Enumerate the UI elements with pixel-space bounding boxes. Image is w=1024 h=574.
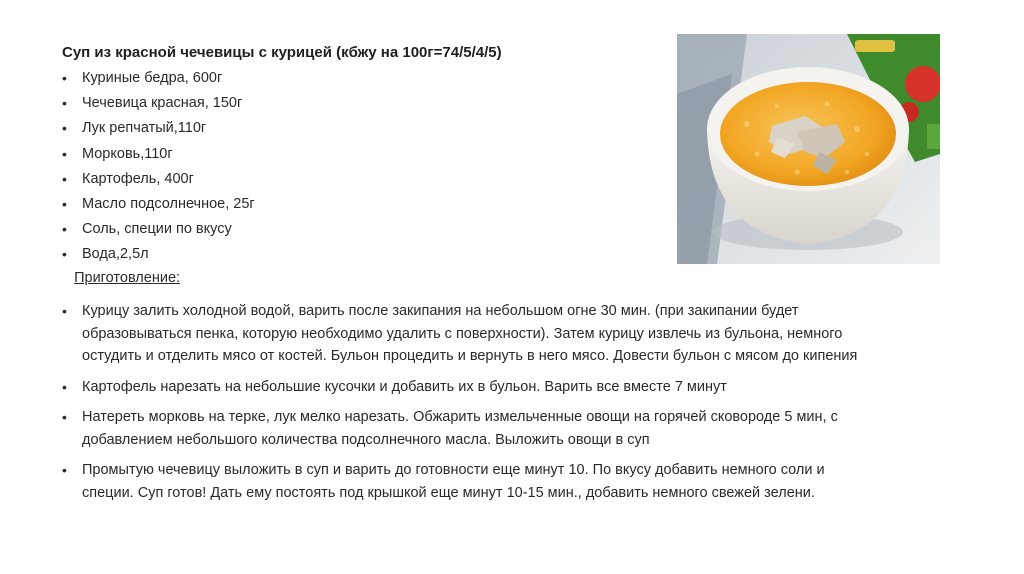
- ingredient-text: Лук репчатый,110г: [82, 120, 207, 137]
- recipe-title: Суп из красной чечевицы с курицей (кбжу на 100г=74/5/4/5): [62, 44, 502, 61]
- step-line: добавлением небольшого количества подсолнечного масла. Выложить овощи в суп: [82, 431, 650, 448]
- bullet-icon: •: [62, 409, 67, 425]
- ingredient-list: [62, 66, 255, 268]
- bullet-icon: •: [62, 462, 67, 478]
- step-line: Промытую чечевицу выложить в суп и варить до готовности еще минут 10. По вкусу добавить немного соли и: [82, 462, 825, 478]
- ingredient-text: Куриные бедра, 600г: [82, 70, 223, 86]
- preparation-heading-text: Приготовление:: [74, 270, 181, 286]
- step-line: Натереть морковь на терке, лук мелко нарезать. Обжарить измельченные овощи на горячей сковороде 5 мин, с: [82, 409, 838, 425]
- step-item: [62, 376, 962, 399]
- soup-bowl-photo: [677, 34, 940, 264]
- ingredient-text: Вода,2,5л: [82, 246, 149, 263]
- bullet-icon: •: [62, 246, 67, 263]
- step-item: [62, 300, 962, 368]
- ingredient-item: [62, 217, 255, 242]
- preparation-heading: [62, 270, 180, 286]
- ingredient-item: [62, 66, 255, 91]
- step-item: [62, 406, 962, 451]
- step-line: Курицу залить холодной водой, варить после закипания на небольшом огне 30 мин. (при закипании будет: [82, 303, 799, 319]
- ingredient-item: [62, 192, 255, 217]
- ingredient-item: [62, 242, 255, 267]
- preparation-steps: [62, 300, 962, 512]
- ingredient-text: Соль, специи по вкусу: [82, 221, 232, 238]
- bullet-icon: •: [62, 70, 67, 86]
- ingredient-text: Чечевица красная, 150г: [82, 95, 243, 112]
- bullet-icon: •: [62, 95, 67, 112]
- step-line: остудить и отделить мясо от костей. Бульон процедить и вернуть в него мясо. Довести бульон с мясом до кипения: [82, 348, 858, 364]
- bullet-icon: •: [62, 196, 67, 213]
- ingredient-item: [62, 167, 255, 192]
- bullet-icon: •: [62, 378, 67, 395]
- ingredient-item: [62, 142, 255, 167]
- bullet-icon: •: [62, 221, 67, 238]
- ingredient-text: Масло подсолнечное, 25г: [82, 196, 255, 213]
- bullet-icon: •: [62, 120, 67, 137]
- bullet-icon: •: [62, 170, 67, 187]
- soup-bowl-image: [677, 34, 940, 264]
- bullet-icon: •: [62, 145, 67, 162]
- ingredient-text: Морковь,110г: [82, 145, 173, 162]
- step-line: образовываться пенка, которую необходимо удалить с поверхности). Затем курицу извлечь из бульона, немного: [82, 325, 843, 342]
- ingredient-item: [62, 116, 255, 141]
- step-item: [62, 459, 962, 504]
- step-line: специи. Суп готов! Дать ему постоять под крышкой еще минут 10-15 мин., добавить немного свежей зелени.: [82, 484, 815, 501]
- ingredient-text: Картофель, 400г: [82, 170, 194, 187]
- step-line: Картофель нарезать на небольшие кусочки и добавить их в бульон. Варить все вместе 7 минут: [82, 378, 727, 395]
- bullet-icon: •: [62, 303, 67, 319]
- ingredient-item: [62, 91, 255, 116]
